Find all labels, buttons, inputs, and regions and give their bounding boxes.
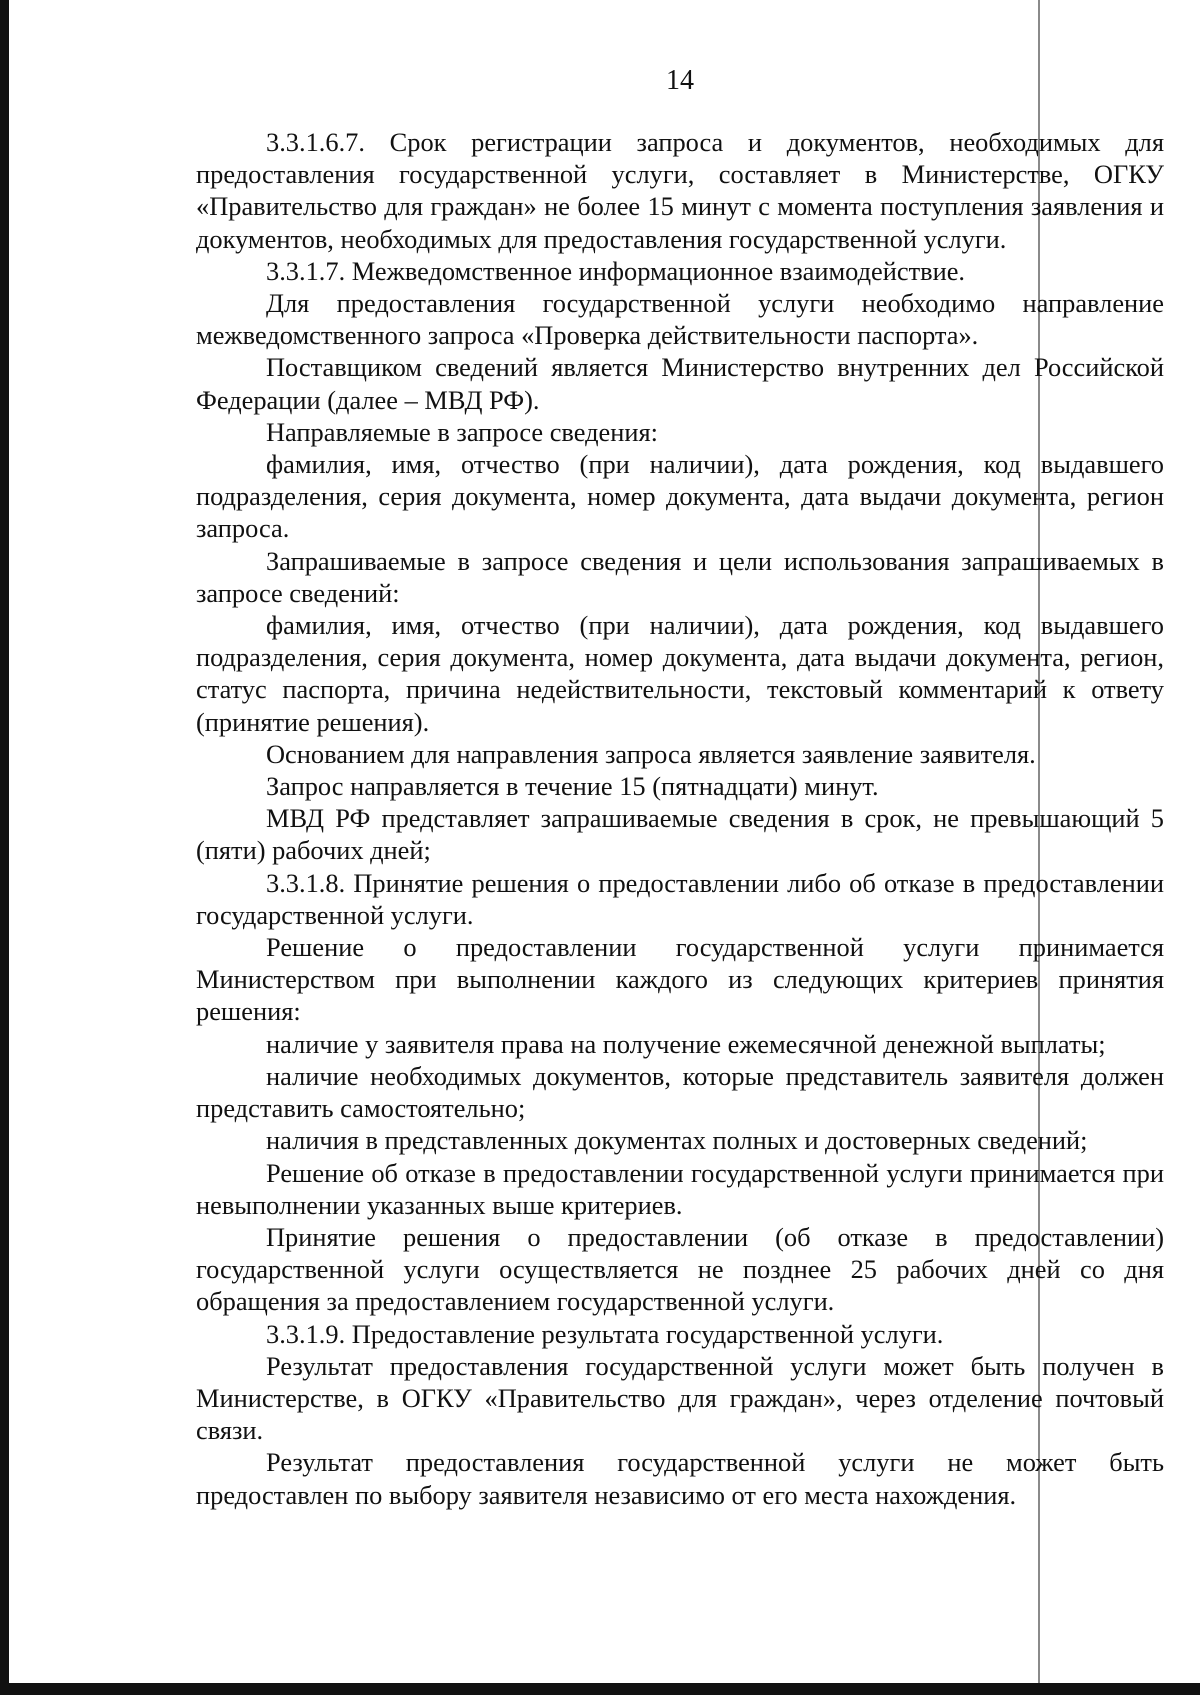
paragraph-3-3-1-6-7: 3.3.1.6.7. Срок регистрации запроса и документов, необходимых для предоставления государственной услуги, составляет в Министерстве, ОГКУ «Правительство для граждан» не более 15 минут с момента поступления заявления и документов, необходимых для предоставления государственной услуги. [196,127,1164,254]
scan-bottom-border [0,1683,1200,1695]
paragraph: Для предоставления государственной услуги необходимо направление межведомственного запроса «Проверка действительности паспорта». [196,288,1164,351]
paragraph: Решение о предоставлении государственной услуги принимается Министерством при выполнении каждого из следующих критериев принятия решения: [196,932,1164,1027]
heading-3-3-1-7: 3.3.1.7. Межведомственное информационное взаимодействие. [266,255,966,286]
paragraph: наличие у заявителя права на получение ежемесячной денежной выплаты; [266,1028,1106,1059]
paragraph: Результат предоставления государственной услуги может быть получен в Министерстве, в ОГКУ «Правительство для граждан», через отделение почтовый связи. [196,1350,1164,1446]
heading-3-3-1-9: 3.3.1.9. Предоставление результата государственной услуги. [266,1318,944,1349]
paragraph: Результат предоставления государственной услуги не может быть предоставлен по выбору заявителя независимо от его места нахождения. [196,1447,1164,1510]
paragraph: Запрашиваемые в запросе сведения и цели использования запрашиваемых в запросе сведений: [196,545,1164,608]
paragraph: Решение об отказе в предоставлении государственной услуги принимается при невыполнении указанных выше критериев. [196,1157,1164,1220]
paragraph: Принятие решения о предоставлении (об отказе в предоставлении) государственной услуги осуществляется не позднее 25 рабочих дней со дня обращения за предоставлением государственной услуги. [196,1221,1164,1317]
paragraph: Направляемые в запросе сведения: [266,416,658,447]
paragraph: Запрос направляется в течение 15 (пятнадцати) минут. [266,771,879,802]
page-number: 14 [666,65,694,96]
paragraph: наличие необходимых документов, которые представитель заявителя должен представить самостоятельно; [196,1060,1164,1124]
paragraph: Основанием для направления запроса является заявление заявителя. [266,738,1036,769]
scan-left-border [0,0,9,1695]
heading-3-3-1-8: 3.3.1.8. Принятие решения о предоставлении либо об отказе в предоставлении государственной услуги. [196,867,1164,930]
paragraph: фамилия, имя, отчество (при наличии), дата рождения, код выдавшего подразделения, серия документа, номер документа, дата выдачи документа, регион, статус паспорта, причина недействительности, текстовый комментарий к ответу (принятие решения). [196,610,1164,737]
paragraph: наличия в представленных документах полных и достоверных сведений; [266,1125,1088,1156]
paragraph: фамилия, имя, отчество (при наличии), дата рождения, код выдавшего подразделения, серия документа, номер документа, дата выдачи документа, регион запроса. [196,449,1164,544]
document-body [196,126,1164,1511]
paragraph: МВД РФ представляет запрашиваемые сведения в срок, не превышающий 5 (пяти) рабочих дней; [196,803,1164,866]
paragraph: Поставщиком сведений является Министерство внутренних дел Российской Федерации (далее – МВД РФ). [196,352,1164,415]
